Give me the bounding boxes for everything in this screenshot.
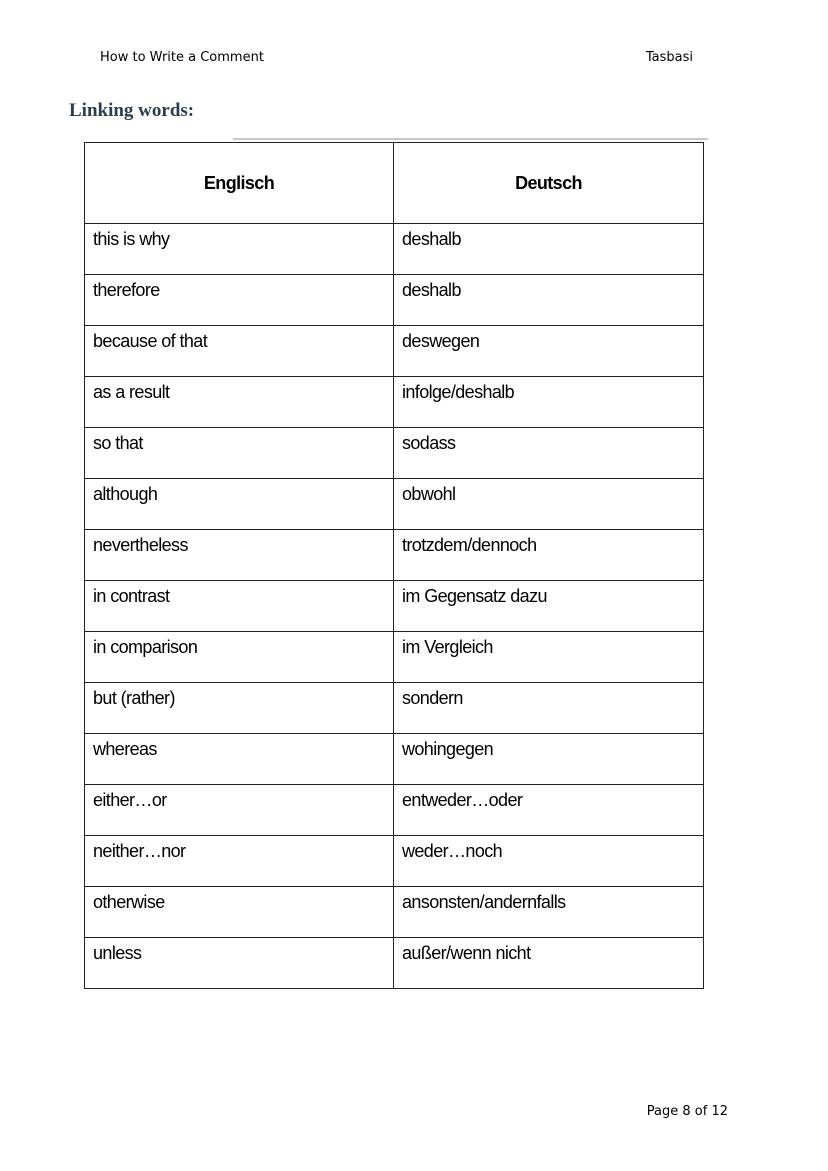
table-row [85, 275, 704, 326]
table-row [85, 785, 704, 836]
cell-german: deshalb [394, 224, 704, 275]
table-row [85, 887, 704, 938]
table-body [85, 224, 704, 989]
cell-english: although [85, 479, 394, 530]
title-rule [233, 138, 708, 140]
linking-words-table [84, 142, 704, 989]
cell-german: trotzdem/dennoch [394, 530, 704, 581]
cell-german: ansonsten/andernfalls [394, 887, 704, 938]
cell-english: but (rather) [85, 683, 394, 734]
cell-english: unless [85, 938, 394, 989]
cell-german: infolge/deshalb [394, 377, 704, 428]
table-row [85, 428, 704, 479]
cell-german: obwohl [394, 479, 704, 530]
table-row [85, 530, 704, 581]
table-row [85, 683, 704, 734]
cell-english: nevertheless [85, 530, 394, 581]
cell-english: this is why [85, 224, 394, 275]
table-row [85, 479, 704, 530]
cell-english: either…or [85, 785, 394, 836]
table-row [85, 734, 704, 785]
cell-english: neither…nor [85, 836, 394, 887]
table-row [85, 581, 704, 632]
table-row [85, 326, 704, 377]
cell-german: im Gegensatz dazu [394, 581, 704, 632]
cell-english: in contrast [85, 581, 394, 632]
table-row [85, 836, 704, 887]
cell-english: otherwise [85, 887, 394, 938]
cell-german: wohingegen [394, 734, 704, 785]
cell-german: außer/wenn nicht [394, 938, 704, 989]
cell-english: therefore [85, 275, 394, 326]
cell-german: weder…noch [394, 836, 704, 887]
table-row [85, 938, 704, 989]
table-row [85, 632, 704, 683]
header-document-title: How to Write a Comment [100, 50, 264, 65]
cell-english: so that [85, 428, 394, 479]
cell-german: sodass [394, 428, 704, 479]
header-english: Englisch [85, 143, 394, 224]
cell-german: deshalb [394, 275, 704, 326]
cell-german: deswegen [394, 326, 704, 377]
table-header-row [85, 143, 704, 224]
cell-german: sondern [394, 683, 704, 734]
table-row [85, 224, 704, 275]
header-author: Tasbasi [645, 50, 693, 65]
cell-english: in comparison [85, 632, 394, 683]
cell-english: because of that [85, 326, 394, 377]
cell-english: as a result [85, 377, 394, 428]
cell-german: im Vergleich [394, 632, 704, 683]
page-number: Page 8 of 12 [646, 1104, 728, 1119]
cell-german: entweder…oder [394, 785, 704, 836]
header-german: Deutsch [394, 143, 704, 224]
cell-english: whereas [85, 734, 394, 785]
section-title: Linking words: [69, 100, 195, 121]
table-row [85, 377, 704, 428]
